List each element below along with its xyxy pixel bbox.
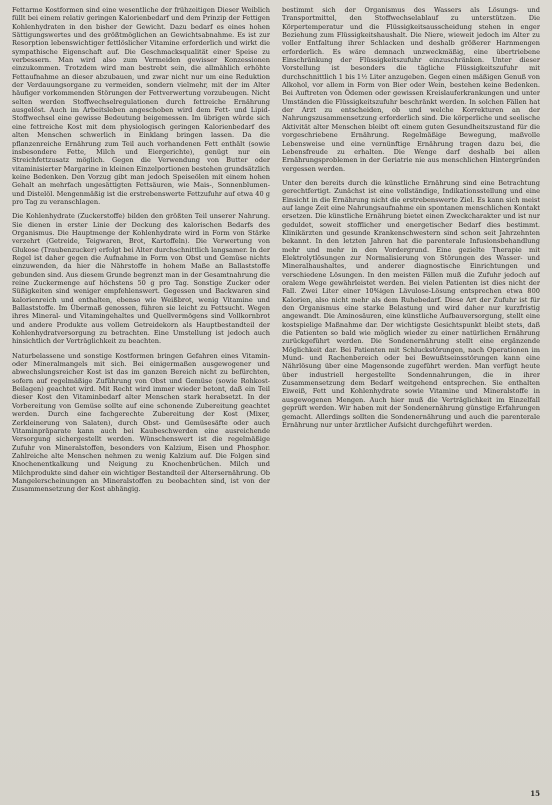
paragraph-fats: Fettarme Kostformen sind eine wesentliche der frühzeitigen Dieser Weiblich füllt bei einem relativ geringen Kalorienbedarf und dem Prinzip der Fettigen Kohlenhydraten in den bisher der Gewicht. Dazu bedarf es eines hohen Sättigungswertes und des größtmöglichen an Gewichtsabnahme. Es ist zur Resorption lebenswichtiger fettlöslicher Vitamine erforderlich und wirkt die sympathische Eigenschaft auf. Die Geschmacksqualität einer Speise zu verbessern. Man wird also zum Vermeiden gewisser Konzessionen einzukommen. Trotzdem wird man bestrebt sein, die allmählich erhöhte Fettaufnahme an dieser abzubauen, und zwar nicht nur um eine Reduktion der Verdauungsorgane zu vermeiden, sondern vielmehr, mit der im Alter häufiger vorkommenden Störungen der Fettverwertung vorzubeugen. Nicht selten werden Stoffwechselregulationen durch fettreiche Ernährung ausgelöst. Auch im Arbeitsleben angeschoben wird dem Fett- und Lipid-Stoffwechsel eine gewisse Bedeutung beigemessen. Im übrigen würde sich eine fettreiche Kost mit dem physiologisch geringen Kalorienbedarf des alten Menschen schwerlich in Einklang bringen lassen. Da die pflanzenreiche Ernährung zum Teil auch vorhandenen Fett enthält (sowie insbesondere Fette, Milch und Eiergerichte), genügt nur ein Streichfettzusatz möglich. Gegen die Verwendung von Butter oder vitaminisierter Margarine in kleinen Einzelportionen bestehen grundsätzlich keine Bedenken. Den Vorzug gibt man jedoch Speiseölen mit einem hohen Gehalt an mehrfach ungesättigten Fettsäuren, wie Mais-, Sonnenblumen- und Distelöl. Mengenmäßig ist die erstrebenswerte Fettzufuhr auf etwa 40 g pro Tag zu veranschlagen. [12,6,270,206]
paragraph-vitamins-minerals: Naturbelassene und sonstige Kostformen bringen Gefahren eines Vitamin- oder Mineralmangels mit sich. Bei einigermaßen ausgewogener und abwechslungsreicher Kost ist das im ganzen Bereich nicht zu befürchten, sofern auf regelmäßige Zuführung von Obst und Gemüse (sowie Rohkost-Beilagen) geachtet wird. Mit Recht wird immer wieder betont, daß ein Teil dieser Kost den Vitaminbedarf alter Menschen stark herabsetzt. In der Vorbereitung von Gemüse sollte auf eine schonende Zubereitung geachtet werden. Durch eine fachgerechte Zubereitung der Kost (Mixer, Zerkleinerung von Salaten), durch Obst- und Gemüsesäfte oder auch Vitaminpräparate kann auch bei Kaubeschwerden eine ausreichende Versorgung sichergestellt werden. Wünschenswert ist die regelmäßige Zufuhr von Mineralstoffen, besonders von Kalzium, Eisen und Phosphor. Zahlreiche alte Menschen nehmen zu wenig Kalzium auf. Die Folgen sind Knochenentkalkung und Neigung zu Knochenbrüchen. Milch und Milchprodukte sind daher ein wichtiger Bestandteil der Altersernährung. Ob Mangelerscheinungen an Mineralstoffen zu beobachten sind, ist von der Zusammensetzung der Kost abhängig. [12,351,270,494]
paragraph-fluids: bestimmt sich der Organismus des Wassers als Lösungs- und Transportmittel, den Stoffwechselablauf zu unterstützen. Die Körpertemperatur und die Flüssigkeitsausscheidung stehen in enger Beziehung zum Flüssigkeitshaushalt. Die Niere, wieweit jedoch im Alter zu voller Entfaltung ihrer Schlacken und deshalb größerer Harnmengen erforderlich. Es wäre demnach unzweckmäßig, eine übertriebene Einschränkung der Flüssigkeitszufuhr einzuschränken. Unter dieser Vorstellung ist besonders die tägliche Flüssigkeitszufuhr mit durchschnittlich 1 bis 1½ Liter anzugeben. Gegen einen mäßigen Genuß von Alkohol, vor allem in Form von Bier oder Wein, bestehen keine Bedenken. Bei Auftreten von Ödemen oder gewissen Kreislauferkrankungen und unter Umständen die Flüssigkeitszufuhr beschränkt werden. In solchen Fällen hat der Arzt zu entscheiden, ob und welche Korrekturen an der Nahrungszusammensetzung erforderlich sind. Die körperliche und seelische Aktivität alter Menschen bleibt oft einem guten Gesundheitszustand für die vorgeschriebene Ernährung. Regelmäßige Bewegung, maßvolle Lebensweise und eine vernünftige Ernährung tragen dazu bei, die Lebensfreude zu erhalten. Die Wenge darf deshalb bei allen Ernährungsproblemen in der Geriatrie nie aus menschlichen Hintergründen vergessen werden. [282,6,540,173]
two-column-layout [12,6,542,500]
paragraph-carbohydrates: Die Kohlenhydrate (Zuckerstoffe) bilden den größten Teil unserer Nahrung. Sie dienen in erster Linie der Deckung des kalorischen Bedarfs des Organismus. Die Hauptmenge der Kohlenhydrate wird in Form von Stärke verzehrt (Getreide, Teigwaren, Brot, Kartoffeln). Die Verwertung von Glukose (Traubenzucker) erfolgt bei Alter durchschnittlich langsamer. In der Regel ist daher gegen die Aufnahme in Form von Obst und Gemüse nichts einzuwenden, da hier die Nährstoffe in hohem Maße an Ballaststoffe gebunden sind. Aus diesem Grunde begrenzt man in der Gesamtnahrung die reine Zuckermenge auf höchstens 50 g pro Tag. Sonstige Zucker oder Süßigkeiten sind weniger empfehlenswert. Gegessen und Backwaren sind kalorienreich und enthalten, ebenso wie Weißbrot, wenig Vitamine und Ballaststoffe. Im Übermaß genossen, führen sie leicht zu Fettsucht. Wegen ihres Mineral- und Vitamingehaltes und Quellvermögens sind Vollkornbrot und andere Produkte aus vollem Getreidekorn als Hauptbestandteil der Kohlenhydratversorgung zu betrachten. Eine Umstellung ist jedoch auch hinsichtlich der Verträglichkeit zu beachten. [12,212,270,346]
page-number: 15 [530,789,540,798]
right-column [282,6,540,500]
left-column [12,6,270,500]
paragraph-artificial-nutrition: Unter den bereits durch die künstliche Ernährung sind eine Betrachtung gerechtfertigt. Zunächst ist eine vollständige, Indikationsstellung und eine Einsicht in die Ernährung nicht die erstrebenswerte Ziel. Es kann sich meist auf lange Zeit eine Nahrungsaufnahme ein spontanen menschlichen Kontakt ersetzen. Die künstliche Ernährung bietet einen Zweckcharakter und ist nur geduldet, soweit stofflicher und energetischer Bedarf dies bestimmt. Klinikärzten und gesunde Krankenschwestern sind schon seit Jahrzehnten bekannt. In den letzten Jahren hat die parenterale Infusionsbehandlung mehr und mehr in den Vordergrund. Eine gezielte Therapie mit Elektrolytlösungen zur Normalisierung von Störungen des Wasser- und Mineralhaushaltes, und anderer diagnostische Einrichtungen und verschiedene Lösungen. In den meisten Fällen muß die Zufuhr jedoch auf oralem Wege gewährleistet werden. Bei vielen Patienten ist dies nicht der Fall. Zwei Liter einer 10%igen Lävulose-Lösung entsprechen etwa 800 Kalorien, also nicht mehr als dem Ruhebedarf. Diese Art der Zufuhr ist für den Organismus eine starke Belastung und wird daher nur kurzfristig angewandt. Die Aminosäuren, eine künstliche Aufbauversorgung, stellt eine kostspielige Maßnahme dar. Der wichtigste Gesichtspunkt bleibt stets, daß die Patienten so bald wie möglich wieder zu einer natürlichen Ernährung zurückgeführt werden. Die Sondenernährung stellt eine ergänzende Möglichkeit dar. Bei Patienten mit Schluckstörungen, nach Operationen im Mund- und Rachenbereich oder bei Bewußtseinsstörungen kann eine Nährlösung über eine Magensonde zugeführt werden. Man verfügt heute über industriell hergestellte Sondennahrungen, die in ihrer Zusammensetzung dem Bedarf weitgehend entsprechen. Sie enthalten Eiweiß, Fett und Kohlenhydrate sowie Vitamine und Mineralstoffe in ausgewogenen Mengen. Auch hier muß die Verträglichkeit im Einzelfall geprüft werden. Wir haben mit der Sondenernährung günstige Erfahrungen gemacht. Allerdings sollten die Sondenernährung und auch die parenterale Ernährung nur unter ärztlicher Aufsicht durchgeführt werden. [282,178,540,429]
